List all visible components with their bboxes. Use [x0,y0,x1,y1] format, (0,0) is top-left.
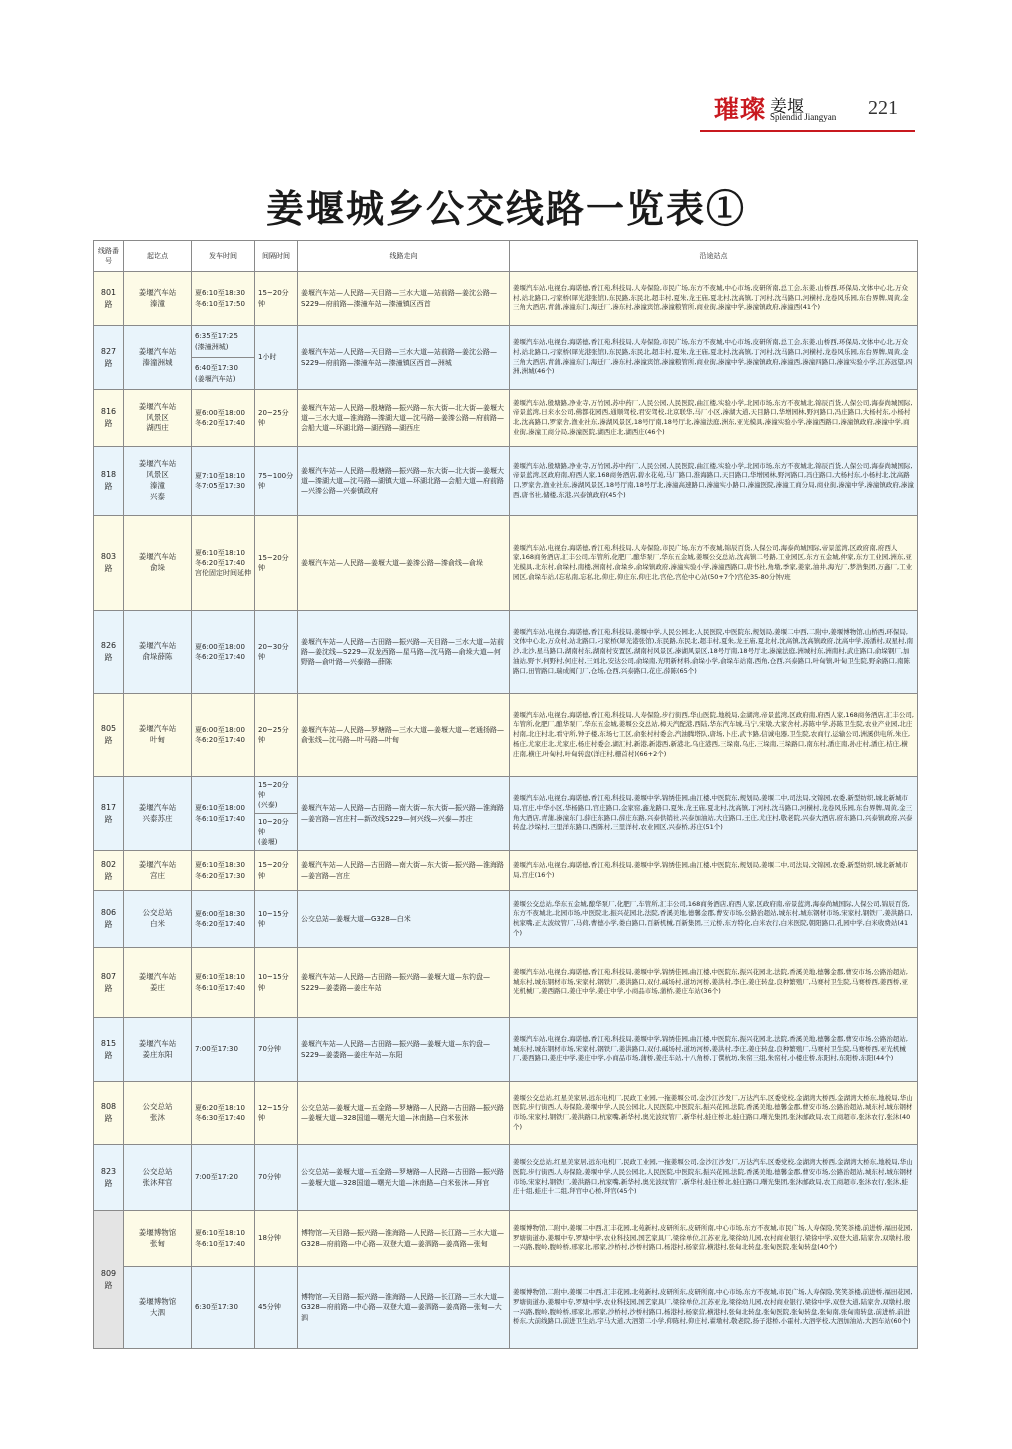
brand-logo-text: 璀璨 [714,95,767,124]
route-endpoints: 姜堰博物馆 大泗 [124,1267,192,1349]
interval: 15~20分钟 (兴泰) [255,777,298,814]
interval: 20~25分钟 [255,390,298,447]
table-row [94,694,918,777]
route-number: 808路 [94,1082,124,1145]
route-endpoints: 姜堰汽车站 风景区 湖西庄 [124,390,192,447]
route-endpoints: 姜堰汽车站 风景区 溱潼 兴泰 [124,447,192,516]
header-direction: 线路走向 [298,241,510,272]
interval: 10~15分钟 [255,948,298,1018]
route-stops: 姜堰汽车站,电视台,海诺德,香江苑,科技局,人寿保险,市民广场,东方不夜城,中心市场,皮研所南,总工会,东姜,山桥西,环保局,文体中心北,万众村,站北路口,刁家桥(犀光港张馆),东民路,东民北,超丰村,夏朱,龙王庙,夏北村,沈高镇,丁河村,沈马路口,河横村,龙卷风乐园,东台界牌,周黄,金三角大酒店,青蒲,溱潼东门,海迁厂,溱东村,溱潼宾馆,溱潼粮管所,商业街,溱潼中学,溱潼镇政府,溱潼西,溱潼四路口,溱潼实验小学,江苏远望,四洲,洲城(46个) [510,326,918,390]
route-endpoints: 姜堰汽车站 宫庄 [124,851,192,891]
route-stops: 姜堰汽车站,电视台,海诺德,香江苑,科技局,姜堰中学,人民公园北,人民医院,中医院东,规划局,姜堰二中西,二附中,姜堰博物馆,山桥西,环保局,文体中心北,万众村,站北路口,刁家桥(犀光港张馆),东民路,东民北,超丰村,夏朱,龙王庙,夏北村,沈高镇,沈高镇政府,沈高中学,汤潘村,双星村,南沙,北沙,星马路口,湖南村东,湖南村安置区,湖南村风景区,溱湖风景区,18号厅南,18号厅北,溱潼法庭,洲城村东,洲南村,武庄路口,俞垛钢厂,加油站,野卞,何野村,何庄村,三刘北,安达公司,俞垛南,光明新材料,俞垛小学,俞垛车站南,西角,仓西,兴泰路口,叶甸镇,叶甸卫生院,野余路口,南陈路口,田管路口,瑞成阀门厂,仓场,仓西,兴泰路口,花庄,薛陈(65个) [510,611,918,694]
brand-english: Splendid Jiangyan [770,112,837,122]
header-rule [700,130,915,132]
interval: 1小时 [255,326,298,390]
route-direction: 姜堰汽车站—人民路—姜堰大道—姜溱公路—溱俞线—俞垛 [298,516,510,611]
interval: 15~20分钟 [255,272,298,326]
route-stops: 姜堰汽车站,电视台,海诺德,香江苑,科技局,人寿保险,市民广场,东方不夜城,中心市场,皮研所南,总工会,东姜,山桥西,环保局,文体中心北,万众村,站北路口,刁家桥(犀光港张馆),东民路,东民北,超丰村,夏朱,龙王庙,夏北村,沈高镇,丁河村,沈马路口,河横村,龙卷风乐园,东台界牌,周黄,金三角大酒店,青蒲,溱潼东门,海迁厂,溱东村,溱潼宾馆,溱潼粮管所,商业街,溱潼中学,溱潼镇政府,溱潼西(41个) [510,272,918,326]
header-stops: 沿途站点 [510,241,918,272]
interval: 20~25分钟 [255,694,298,777]
route-direction: 公交总站—姜堰大道—五金路—罗塘路—人民路—古田路—振兴路—姜堰大道—328国道—曙光大道—沐南路—白米张沐 [298,1082,510,1145]
route-direction: 姜堰汽车站—人民路—古田路—南大街—东大街—振兴路—淮海路—姜宫路—宫庄 [298,851,510,891]
departure-time: 夏6:00至18:00 冬6:20至17:40 [192,611,255,694]
departure-time: 夏6:00至18:30 冬6:20至17:40 [192,891,255,948]
route-direction: 公交总站—姜堰大道—五金路—罗塘路—人民路—古田路—振兴路—姜堰大道—328国道—曙光大道—沐南路—白米张沐—拜官 [298,1145,510,1211]
route-stops: 姜堰汽车站,电视台,海诺德,香江苑,科技局,姜堰中学,锦绣佳园,曲江楼,中医院东,规划局,姜堰二中,司法局,文锦园,农委,新型纺织,城北新城市局,宫庄(16个) [510,851,918,891]
departure-time: 夏6:10至18:30 冬6:20至17:30 [192,851,255,891]
table-row [94,1211,918,1267]
interval: 10~20分钟 (姜堰) [255,814,298,851]
route-endpoints: 姜堰博物馆 张甸 [124,1211,192,1267]
departure-time: 7:00至17:20 [192,1145,255,1211]
route-endpoints: 公交总站 张沐拜官 [124,1145,192,1211]
table-row [94,1145,918,1211]
table-row [94,851,918,891]
table-row [94,447,918,516]
departure-time: 夏6:10至18:10 冬6:10至17:40 [192,948,255,1018]
route-stops: 姜堰公交总站,红星美家居,远东电机厂,民政工业园,一拖姜堰公司,金沙江沙发厂,万达汽车,区委党校,金湖湾大桥西,金湖湾大桥东,地税局,华山医院,步行街西,人寿保险,姜堰中学,人民公园北,人民医院,中医院东,振兴花园,法院,香溪美地,德馨金郡,曹安市场,公路治超站,城东村,城东钢材市场,宋家村,钢铁厂,姜洪路口,杭家嘴,新华村,奥光波纹管厂,新华村,蛙庄桥北,蛙庄路口,曙光集团,张沐邮政局,农工商超市,张沐农行,张沐(40个) [510,1082,918,1145]
interval: 18分钟 [255,1211,298,1267]
route-number: 827路 [94,326,124,390]
departure-time: 夏6:00至18:00 冬6:20至17:40 [192,390,255,447]
route-direction: 姜堰汽车站—人民路—殷塘路—振兴路—东大街—北大街—姜堰大道—溱湖大道—沈马路—湖镇大道—环湖北路—会船大道—府前路—兴溱公路—兴泰镇政府 [298,447,510,516]
route-direction: 姜堰汽车站—人民路—古田路—振兴路—天目路—三水大道—站前路—姜沈线—S229—双龙西路—星马路—沈马路—俞垛大道—何野路—俞叶路—兴泰路—薛陈 [298,611,510,694]
departure-time: 夏7:10至18:10 冬7:05至17:30 [192,447,255,516]
table-row [94,516,918,611]
route-number: 806路 [94,891,124,948]
interval: 70分钟 [255,1145,298,1211]
route-direction: 姜堰汽车站—人民路—古田路—振兴路—姜堰大道—东钓盘—S229—姜娄路—姜庄车站 [298,948,510,1018]
route-endpoints: 姜堰汽车站 溱潼洲城 [124,326,192,390]
table-row [94,891,918,948]
route-endpoints: 姜堰汽车站 兴泰苏庄 [124,777,192,851]
departure-time: 夏6:10至18:00 冬6:10至17:40 [192,777,255,851]
route-stops: 姜堰汽车站,殷塘路,净业寺,万竹园,苏中药厂,人民公园,人民医院,曲江楼,实验小学,北园市场,东方不夜城北,锦辰百货,人保公司,海泰尚城国际,帝景蓝湾,日来水公司,佛都花园西,通顺驾校,君安驾校,北京联华,马厂小区,溱湖大道,天目路口,华增园林,野河路口,冯庄路口,大杨村东,小杨村北,沈高路口,罗家舍,渔业社东,溱湖风景区,18号厅南,18号厅北,溱潼法庭,洲东,亚光模具,溱潼实验小学,溱潼西路口,溱潼镇政府,溱潼中学,商业街,溱潼工商分局,溱潼医院,湖西庄北,湖西庄(46个) [510,390,918,447]
route-number: 805路 [94,694,124,777]
route-direction: 姜堰汽车站—人民路—殷塘路—振兴路—东大街—北大街—姜堰大道—三水大道—淮海路—溱湖大道—沈马路—姜溱公路—府前路—会船大道—环湖北路—湖西路—湖西庄 [298,390,510,447]
route-number: 817路 [94,777,124,851]
table-row [94,390,918,447]
page-number: 221 [868,97,898,119]
route-number: 809路 [94,1211,124,1349]
departure-time: 夏6:10至18:10 冬6:10至17:40 [192,1211,255,1267]
route-stops: 姜堰汽车站,电视台,海诺德,香江苑,科技局,人寿保险,步行街西,华山医院,地税局,金湖湾,帝景蓝湾,区政府南,府西人家,168商务酒店,汇丰公司,车管所,化肥厂,酿华泵厂,华东五金城,姜堰公交总站,樟天汽配港,西陆,华东汽车城,马宁,宋墩,大家舍村,苏陈中学,苏陈卫生院,农业产业园,北庄村南,北庄村北,看守所,钟子楼,东场七工区,俞张村村委会,汽油腾塔队,唐场,卜庄,武卞路,信诚电器,卫生院,农商行,运输公司,洲溪供电所,朱庄,杨庄,尤家庄北,尤家庄,杨庄村委会,湖汇村,新港,新港西,新港北,乌庄港西,三垛南,乌庄,三垛南,三垛路口,南东村,潘庄南,孙庄村,潘庄,桔庄,横庄南,横庄,叶甸村,叶甸转盘(洋庄村,栅首村)(66+2个) [510,694,918,777]
route-number: 823路 [94,1145,124,1211]
route-number: 807路 [94,948,124,1018]
route-stops: 姜堰汽车站,电视台,海诺德,香江苑,科技局,姜堰中学,锦绣佳园,曲江楼,中医院东,规划局,姜堰二中,司法局,文锦园,农委,新型纺织,城北新城市局,官庄,中华小区,华杨路口,官庄路口,金家窑,鑫龙路口,夏朱,龙王庙,夏北村,沈高镇,丁河村,沈马路口,河横村,龙卷风乐园,东台界牌,周黄,金三角大酒店,青蒲,溱潼东门,薛庄东路口,薛庄东路,兴泰供销社,兴泰加油站,大庄路口,王庄,尤庄村,敬老院,兴泰大酒店,府东路口,兴泰镇政府,兴泰转盘,沙垛村,三里洋东路口,西陈村,三里洋村,农业园区,兴泰桥,苏庄(51个) [510,777,918,851]
route-endpoints: 姜堰汽车站 姜庄 [124,948,192,1018]
interval: 15~20分钟 [255,516,298,611]
route-number: 801路 [94,272,124,326]
departure-time: 7:00至17:30 [192,1018,255,1082]
route-direction: 姜堰汽车站—人民路—罗塘路—三水大道—姜堰大道—老通扬路—俞张线—沈马路—叶马路—叶甸 [298,694,510,777]
route-direction: 博物馆—天目路—振兴路—淮海路—人民路—长江路—三水大道—G328—府前路—中心路—双登大道—姜泗路—姜高路—张甸 [298,1211,510,1267]
route-number: 815路 [94,1018,124,1082]
route-stops: 姜堰汽车站,殷塘路,净业寺,万竹园,苏中药厂,人民公园,人民医院,曲江楼,实验小学,北园市场,东方不夜城北,锦辰百货,人保公司,海泰尚城国际,帝景蓝湾,区政府南,府西人家,168商务酒店,碧水花苑,马厂路口,淮海路口,天目路口,华增园林,野河路口,冯庄路口,大杨村东,小杨村北,沈高路口,罗家舍,渔业社东,溱湖风景区,18号厅南,18号厅北,溱潼高速路口,溱潼实小路口,溱潼医院,溱潼工商分局,商业街,溱潼中学,溱潼镇政府,溱潼西,唐书社,储楼,东港,兴泰镇政府(45个) [510,447,918,516]
bus-routes-table [93,240,918,1349]
interval: 20~30分钟 [255,611,298,694]
interval: 15~20分钟 [255,851,298,891]
route-endpoints: 姜堰汽车站 姜庄东阳 [124,1018,192,1082]
header-endpoints: 起讫点 [124,241,192,272]
departure-time: 夏6:10至18:30 冬6:10至17:50 [192,272,255,326]
route-number: 803路 [94,516,124,611]
table-row [94,272,918,326]
interval: 70分钟 [255,1018,298,1082]
departure-time: 6:30至17:30 [192,1267,255,1349]
page-header [700,84,910,124]
table-row [94,1018,918,1082]
route-endpoints: 姜堰汽车站 溱潼 [124,272,192,326]
route-number: 816路 [94,390,124,447]
table-body [94,272,918,1349]
route-endpoints: 姜堰汽车站 叶甸 [124,694,192,777]
table-row [94,326,918,358]
route-stops: 姜堰汽车站,电视台,海诺德,香江苑,科技局,姜堰中学,锦绣佳园,曲江楼,中医院东,振兴花园北,法院,香溪美地,德馨金郡,曹安市场,公路治超站,城东村,城东钢材市场,宋家村,钢铁厂,姜洪路口,双付,碱场村,道坊河桥,姜洪村,李庄,姜庄转盘,良种繁殖厂,马赛村卫生院,马赛桥西,姜西桥,亚光机械厂,姜西路口,姜庄中学,姜庄中学,小商品市场,蒲桥,姜庄车站(36个) [510,948,918,1018]
route-number: 802路 [94,851,124,891]
route-stops: 姜堰公交总站,红星美家居,远东电机厂,民政工业园,一拖姜堰公司,金沙江沙发厂,万达汽车,区委党校,金湖湾大桥西,金湖湾大桥东,地税局,华山医院,步行街西,人寿保险,姜堰中学,人民公园北,人民医院,中医院东,振兴花园,法院,香溪美地,德馨金郡,曹安市场,公路治超站,城东村,城东钢材市场,宋家村,钢铁厂,姜洪路口,杭家嘴,新华村,奥光波纹管厂,新华村,蛙庄桥北,蛙庄路口,曙光集团,张沐邮政局,农工商超市,张沐农行,张沐,蛙庄十组,蛙庄十二组,拜官中心桥,拜官(45个) [510,1145,918,1211]
route-stops: 姜堰博物馆,二附中,姜堰二中西,汇丰花园,北苑新村,皮研所东,皮研所南,中心市场,东方不夜城,市民广场,人寿保险,笑笑茶楼,前进桥,福田花园,罗塘街道办,姜堰中专,罗塘中学,农业科技园,国艺家具厂,梁徐单位,江苏亚龙,梁徐幼儿园,农村商业银行,梁徐中学,双登大道,陆家舍,双墩村,殷一兴路,腹岭,腹岭桥,邢家北,邢家,沙桥村,沙桥村路口,杨港村,杨家营,横港村,张甸北转盘,张甸医院,张甸转盘,张甸南,张甸南转盘,前进桥,前进桥东,大前线路口,前进卫生站,宇马大道,大泗第二小学,仰陈村,仰庄村,翟墩村,敬老院,扬子港桥,小霍村,大泗学校,大泗加油站,大泗车站(60个) [510,1267,918,1349]
departure-time: 夏6:00至18:00 冬6:20至17:40 [192,694,255,777]
route-direction: 公交总站—姜堰大道—G328—白米 [298,891,510,948]
page-title: 姜堰城乡公交线路一览表① [265,186,746,231]
interval: 10~15分钟 [255,891,298,948]
table-row [94,777,918,814]
departure-time: 6:35至17:25 (溱潼洲城) [192,326,255,358]
route-stops: 姜堰汽车站,电视台,海诺德,香江苑,科技局,人寿保险,市民广场,东方不夜城,锦辰百货,人保公司,海泰尚城国际,帝景蓝湾,区政府南,府西人家,168商务酒店,汇丰公司,车管所,化肥厂,酿华泵厂,华东五金城,姜堰公交总站,沈高镇二号路,工业园区,东方五金城,仲家,东方工业园,洲东,亚光模具,北东村,俞垛村,南楼,洲南村,俞垛乡,俞垛镇政府,溱潼实验小学,溱潼西路口,唐书社,角墩,季家,姜家,油井,海光厂,梦浩集团,万鑫厂,工业园区,俞垛车站,(忘私南,忘私北,仰庄,仰庄东,仰庄北,宫伦,宫伦中心站(50+7个)宫伦35-80分钟/班 [510,516,918,611]
header-interval: 间隔时间 [255,241,298,272]
departure-time: 夏6:20至18:10 冬6:30至17:40 [192,1082,255,1145]
route-direction: 姜堰汽车站—人民路—古田路—振兴路—姜堰大道—东钓盘—S229—姜娄路—姜庄车站—东阳 [298,1018,510,1082]
departure-time: 夏6:10至18:10 冬6:20至17:40 宫伦固定时间延伸 [192,516,255,611]
route-endpoints: 公交总站 张沐 [124,1082,192,1145]
route-number: 818路 [94,447,124,516]
table-header-row [94,241,918,272]
route-stops: 姜堰公交总站,华东五金城,酿华泵厂,化肥厂,车管所,汇丰公司,168商务酒店,府西人家,区政府南,帝景蓝湾,海泰尚城国际,人保公司,锦辰百货,东方不夜城北,北园市场,中医院北,振兴花园北,法院,香溪美地,德馨金郡,曹安市场,公路治超站,城东村,城东钢材市场,宋家村,钢铁厂,姜洪路口,杭家嘴,正太波纹管厂,马荷,曹德小学,娄白路口,百新机械,百新集团,三元桥,东方特化,白米农行,白米医院,朝阳路口,孔园中学,白米收费站(41个) [510,891,918,948]
route-direction: 姜堰汽车站—人民路—天目路—三水大道—站前路—姜沈公路—S229—府前路—溱潼车站—溱潼镇区西首 [298,272,510,326]
table-row [94,948,918,1018]
header-departure-time: 发车时间 [192,241,255,272]
route-direction: 姜堰汽车站—人民路—古田路—南大街—东大街—振兴路—淮海路—姜宫路—宫庄村—新改线S229—何兴线—兴泰—苏庄 [298,777,510,851]
table-row [94,1267,918,1349]
table-row [94,611,918,694]
interval: 45分钟 [255,1267,298,1349]
table-row [94,1082,918,1145]
route-direction: 博物馆—天目路—振兴路—淮海路—人民路—长江路—三水大道—G328—府前路—中心路—双登大道—姜泗路—姜高路—张甸—大泗 [298,1267,510,1349]
brand-name: 姜堰 [770,97,804,117]
interval: 75~100分钟 [255,447,298,516]
route-stops: 姜堰汽车站,电视台,海诺德,香江苑,科技局,姜堰中学,锦绣佳园,曲江楼,中医院东,振兴花园北,法院,香溪美地,德馨金郡,曹安市场,公路治超站,城东村,城东钢材市场,宋家村,钢铁厂,姜洪路口,双付,碱场村,道坊河桥,姜洪村,李庄,姜庄转盘,良种繁殖厂,马赛村卫生院,马赛桥西,亚光机械厂,姜西路口,姜庄中学,姜庄中学,小商品市场,蒲桥,姜庄车站,十八角桥,丁僎杭坊,朱窑三组,朱窑村,小楼庄桥,东阳村,东阳桥,东阳(44个) [510,1018,918,1082]
interval: 12~15分钟 [255,1082,298,1145]
route-direction: 姜堰汽车站—人民路—天目路—三水大道—站前路—姜沈公路—S229—府前路—溱潼车站—溱潼镇区西首—洲城 [298,326,510,390]
header-route-no: 线路番号 [94,241,124,272]
route-endpoints: 公交总站 白米 [124,891,192,948]
departure-time: 6:40至17:30 (姜堰汽车站) [192,358,255,390]
route-stops: 姜堰博物馆,二附中,姜堰二中西,汇丰花园,北苑新村,皮研所东,皮研所南,中心市场,东方不夜城,市民广场,人寿保险,笑笑茶楼,前进桥,福田花园,罗塘街道办,姜堰中专,罗塘中学,农业科技园,国艺家具厂,梁徐单位,江苏亚龙,梁徐幼儿园,农村商业银行,梁徐中学,双登大道,陆家舍,双墩村,殷一兴路,腹岭,腹岭桥,邢家北,邢家,沙桥村,沙桥村路口,杨港村,杨家营,横港村,张甸北转盘,张甸医院,张甸转盘(40个) [510,1211,918,1267]
route-number: 826路 [94,611,124,694]
route-endpoints: 姜堰汽车站 俞垛薛陈 [124,611,192,694]
route-endpoints: 姜堰汽车站 俞垛 [124,516,192,611]
